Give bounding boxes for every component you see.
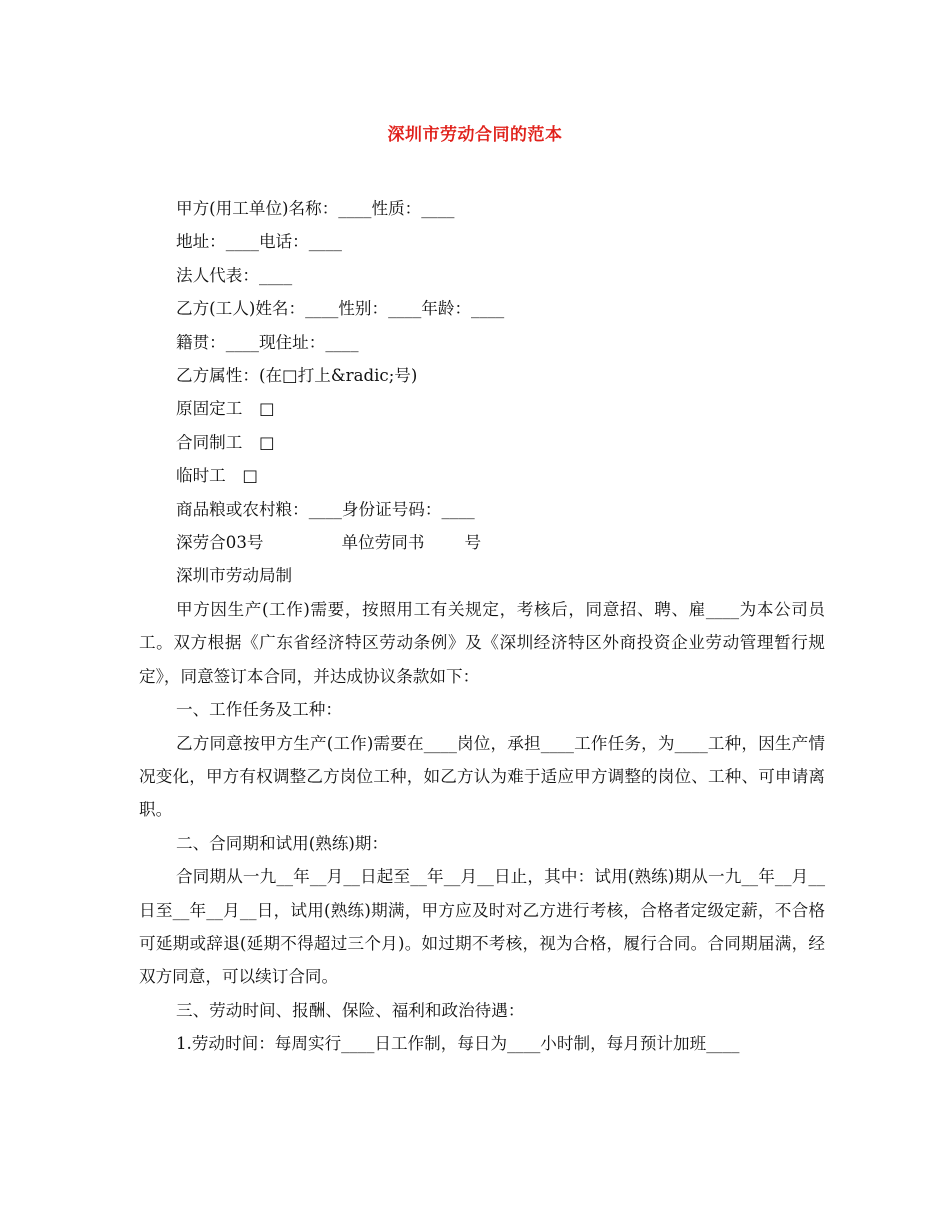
header-line-address: 地址：____电话：____ (176, 232, 342, 252)
section-body-2: 合同期从一九__年__月__日起至__年__月__日止，其中：试用(熟练)期从一九__年__月__日至__年__月__日，试用(熟练)期满，甲方应及时对乙方进行考核，合格者定级定薪，不合格可延期或辞退(延期不得超过三个月)。如过期不考核，视为合格，履行合同。合同期届满，经双方同意，可以续订合同。 (139, 867, 825, 987)
header-line-contract-worker: 合同制工 □ (176, 432, 275, 452)
document-title: 深圳市劳动合同的范本 (387, 125, 563, 145)
header-line-native-place: 籍贯：____现住址：____ (176, 332, 359, 352)
section-body-1: 乙方同意按甲方生产(工作)需要在____岗位，承担____工作任务，为____工种，因生产情况变化，甲方有权调整乙方岗位工种，如乙方认为难于适应甲方调整的岗位、工种、可申请离职。 (139, 733, 825, 820)
section-heading-2: 二、合同期和试用(熟练)期： (176, 833, 389, 853)
contract-number-middle: 单位劳同书 (341, 533, 425, 553)
header-line-party-b: 乙方(工人)姓名：____性别：____年龄：____ (176, 299, 505, 319)
contract-number-line (139, 526, 825, 559)
header-line-attribute: 乙方属性：(在□打上&radic;号) (176, 366, 418, 386)
section-body-3-item-1: 1.劳动时间：每周实行____日工作制，每日为____小时制，每月预计加班____ (176, 1034, 740, 1054)
contract-number-left: 深劳合03号 (176, 533, 264, 553)
header-line-grain-id: 商品粮或农村粮：____身份证号码：____ (176, 499, 475, 519)
header-line-temporary-worker: 临时工 □ (176, 466, 259, 486)
section-heading-3: 三、劳动时间、报酬、保险、福利和政治待遇： (176, 1000, 525, 1020)
header-line-party-a: 甲方(用工单位)名称：____性质：____ (176, 199, 455, 218)
issuer-line: 深圳市劳动局制 (176, 566, 293, 586)
header-line-legal-rep: 法人代表：____ (176, 265, 293, 285)
header-line-permanent-worker: 原固定工 □ (176, 399, 275, 419)
contract-number-right: 号 (464, 533, 482, 553)
document-body (139, 192, 825, 1061)
section-heading-1: 一、工作任务及工种： (176, 700, 342, 720)
intro-paragraph: 甲方因生产(工作)需要，按照用工有关规定，考核后，同意招、聘、雇____为本公司员工。双方根据《广东省经济特区劳动条例》及《深圳经济特区外商投资企业劳动管理暂行规定》，同意签订本合同，并达成协议条款如下： (139, 599, 825, 686)
